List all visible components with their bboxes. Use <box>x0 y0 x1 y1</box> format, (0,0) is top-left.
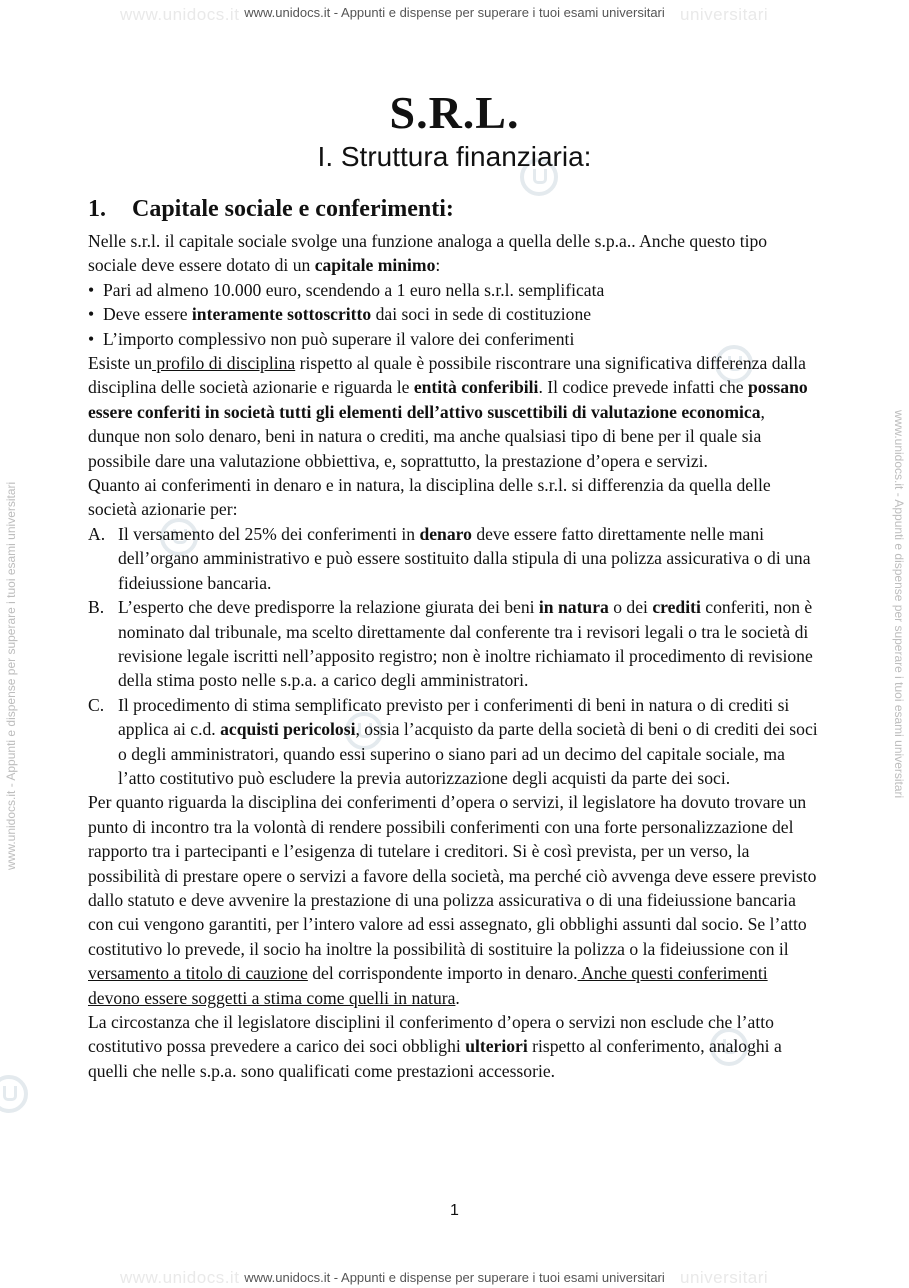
bullet-item: • Deve essere interamente sottoscritto dai soci in sede di costituzione <box>88 304 592 325</box>
watermark-ghost-top: www.unidocs.it <box>120 5 240 24</box>
watermark-ghost-top-right: universitari <box>680 5 769 24</box>
paragraph-conferimenti: Quanto ai conferimenti in denaro e in natura, la disciplina delle s.r.l. si differenzia da quella delle società azionarie per: <box>88 475 771 520</box>
paragraph-capitale: Nelle s.r.l. il capitale sociale svolge una funzione analoga a quella delle s.p.a.. Anche questo tipo sociale deve essere dotato di un capitale minimo: <box>88 231 768 276</box>
list-item-a: A. Il versamento del 25% dei conferimenti in denaro deve essere fatto direttamente nelle mani dell’organo amministrativo e può essere sostituito dalla stipula di una polizza assicurativa o di una fideiussione bancaria. <box>88 523 811 593</box>
bullet-item: • Pari ad almeno 10.000 euro, scendendo a 1 euro nella s.r.l. semplificata <box>88 279 605 300</box>
watermark-header: www.unidocs.it - Appunti e dispense per superare i tuoi esami universitari <box>244 5 665 20</box>
paragraph-obblighi: La circostanza che il legislatore disciplini il conferimento d’opera o servizi non esclude che l’atto costitutivo possa prevedere a carico dei soci obblighi ulteriori rispetto al conferimento, analoghi a quelli che nelle s.p.a. sono qualificati come prestazioni accessorie. <box>88 1012 782 1081</box>
section-number: 1. <box>88 196 106 222</box>
list-item-c: C. Il procedimento di stima semplificato previsto per i conferimenti di beni in natura o di crediti si applica ai c.d. acquisti pericolosi, ossia l’acquisto da parte della società di beni o di crediti dei soci o degli amministratori, quando essi superino o siano pari ad un decimo del capitale sociale, ma l’atto costitutivo può escludere la previa autorizzazione degli acquisti da parte dei soci. <box>88 694 818 788</box>
section-heading <box>88 196 454 223</box>
document-body <box>88 229 818 1083</box>
watermark-ghost-bottom-right: universitari <box>680 1268 769 1287</box>
document-title: S.R.L. <box>389 87 520 138</box>
watermark-footer: www.unidocs.it - Appunti e dispense per superare i tuoi esami universitari <box>244 1270 665 1285</box>
page-number: 1 <box>450 1202 459 1219</box>
watermark-side-right: www.unidocs.it - Appunti e dispense per superare i tuoi esami universitari <box>892 410 906 799</box>
paragraph-opera-servizi: Per quanto riguarda la disciplina dei conferimenti d’opera o servizi, il legislatore ha dovuto trovare un punto di incontro tra la volontà di rendere possibili conferimenti con una forte personalizzazione del rapporto tra i partecipanti e l’esigenza di tutelare i creditori. Si è così prevista, per un verso, la possibilità di prestare opere o servizi a favore della società, ma perché ciò avvenga deve essere previsto dallo statuto e deve avvenire la prestazione di una polizza assicurativa o di una fideiussione bancaria con cui vengono garantiti, per l’intero valore ad essi assegnato, gli obblighi assunti dal socio. Se l’atto costitutivo lo prevede, il socio ha inoltre la possibilità di sostituire la polizza o la fideiussione con il versamento a titolo di cauzione del corrispondente importo in denaro. Anche questi conferimenti devono essere soggetti a stima come quelli in natura. <box>88 792 817 1008</box>
bullet-item: • L’importo complessivo non può superare il valore dei conferimenti <box>88 328 575 349</box>
watermark-side-left: www.unidocs.it - Appunti e dispense per superare i tuoi esami universitari <box>4 481 18 870</box>
section-title: Capitale sociale e conferimenti: <box>132 196 454 222</box>
watermark-ghost-bottom: www.unidocs.it <box>120 1268 240 1287</box>
watermark-logo-icon <box>0 1075 28 1113</box>
paragraph-profilo: Esiste un profilo di disciplina rispetto al quale è possibile riscontrare una significativa differenza dalla disciplina delle società azionarie e riguarda le entità conferibili. Il codice prevede infatti che possano essere conferiti in società tutti gli elementi dell’attivo suscettibili di valutazione economica, dunque non solo denaro, beni in natura o crediti, ma anche qualsiasi tipo di bene per il quale sia possibile dare una valutazione obbiettiva, e, soprattutto, la prestazione d’opera e servizi. <box>88 353 808 471</box>
document-subtitle: I. Struttura finanziaria: <box>317 141 592 172</box>
list-item-b: B. L’esperto che deve predisporre la relazione giurata dei beni in natura o dei crediti conferiti, non è nominato dal tribunale, ma scelto direttamente dal conferente tra i revisori legali o tra le società di revisione legale iscritti nell’apposito registro; non è inoltre richiamato il procedimento di revisione della stima posto nelle s.p.a. a carico degli amministratori. <box>88 597 813 691</box>
